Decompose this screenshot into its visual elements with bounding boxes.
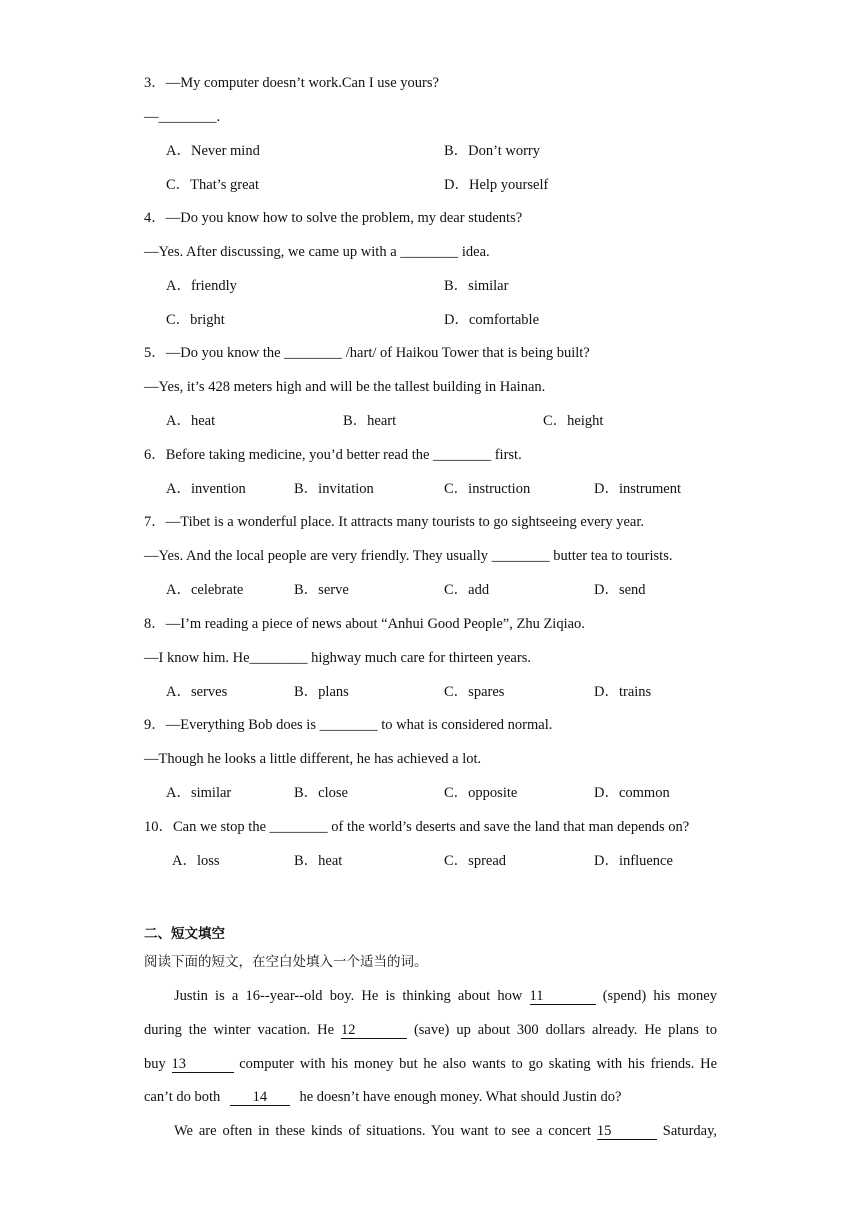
passage-line-4 <box>144 1088 621 1106</box>
passage-line-1 <box>174 987 717 1005</box>
question-5-stem: 5．—Do you know the ________ /hart/ of Haikou Tower that is being built? <box>144 345 590 361</box>
question-4-option-c: C．bright <box>166 312 225 328</box>
section-title: 二、短文填空 <box>144 926 225 942</box>
question-3-stem: 3．—My computer doesn’t work.Can I use yours? <box>144 75 439 91</box>
passage-text: (spend) his money <box>602 988 717 1004</box>
passage-text: can’t do both <box>144 1089 221 1105</box>
question-10-option-a: A．loss <box>172 853 220 869</box>
passage-text: computer with his money but he also wants to go skating with his friends. He <box>239 1056 718 1072</box>
question-7-option-a: A．celebrate <box>166 582 244 598</box>
question-10-option-c: C．spread <box>444 853 507 869</box>
question-8-option-d: D．trains <box>594 684 652 700</box>
passage-text: Saturday, <box>662 1123 718 1139</box>
passage-text: he doesn’t have enough money. What should Justin do? <box>299 1089 622 1105</box>
question-4-option-a: A．friendly <box>166 278 237 294</box>
question-3-option-b: B．Don’t worry <box>444 143 540 159</box>
question-3-stem-reply: —________. <box>144 109 221 125</box>
question-6-option-b: B．invitation <box>294 481 374 497</box>
passage-text: buy <box>144 1056 166 1072</box>
question-4-stem: 4．—Do you know how to solve the problem, my dear students? <box>144 210 523 226</box>
question-9-option-a: A．similar <box>166 785 232 801</box>
passage-text: We are often in these kinds of situations. You want to see a concert <box>174 1123 591 1139</box>
question-4-stem-reply: —Yes. After discussing, we came up with a ________ idea. <box>144 244 490 260</box>
question-7-stem-reply: —Yes. And the local people are very friendly. They usually ________ butter tea to tourists. <box>144 548 673 564</box>
passage-blank-11[interactable]: 11 <box>530 989 596 1005</box>
passage-text: (save) up about 300 dollars already. He plans to <box>413 1022 718 1038</box>
question-6-option-d: D．instrument <box>594 481 681 497</box>
question-10-stem: 10．Can we stop the ________ of the world’s deserts and save the land that man depends on? <box>144 819 690 835</box>
question-3-option-d: D．Help yourself <box>444 177 549 193</box>
passage-line-3 <box>144 1055 717 1073</box>
question-9-option-b: B．close <box>294 785 348 801</box>
question-3-option-a: A．Never mind <box>166 143 260 159</box>
passage-text: during the winter vacation. He <box>144 1022 335 1038</box>
passage-blank-15[interactable]: 15 <box>597 1124 657 1140</box>
question-4-option-d: D．comfortable <box>444 312 540 328</box>
question-4-option-b: B．similar <box>444 278 509 294</box>
question-3-option-c: C．That’s great <box>166 177 260 193</box>
question-7-option-b: B．serve <box>294 582 349 598</box>
question-9-option-c: C．opposite <box>444 785 518 801</box>
passage-blank-14[interactable]: 14 <box>230 1090 290 1106</box>
passage-blank-12[interactable]: 12 <box>341 1023 407 1039</box>
passage-blank-13[interactable]: 13 <box>172 1057 234 1073</box>
question-9-stem: 9．—Everything Bob does is ________ to what is considered normal. <box>144 717 553 733</box>
passage-text: Justin is a 16--year--old boy. He is thinking about how <box>174 988 523 1004</box>
question-7-stem: 7．—Tibet is a wonderful place. It attracts many tourists to go sightseeing every year. <box>144 514 645 530</box>
question-8-option-a: A．serves <box>166 684 228 700</box>
passage-line-2 <box>144 1021 717 1039</box>
question-6-option-a: A．invention <box>166 481 246 497</box>
question-6-option-c: C．instruction <box>444 481 531 497</box>
question-8-stem: 8．—I’m reading a piece of news about “Anhui Good People”, Zhu Ziqiao. <box>144 616 585 632</box>
question-8-stem-reply: —I know him. He________ highway much care for thirteen years. <box>144 650 531 666</box>
question-9-stem-reply: —Though he looks a little different, he has achieved a lot. <box>144 751 482 767</box>
question-5-option-c: C．height <box>543 413 604 429</box>
question-7-option-d: D．send <box>594 582 646 598</box>
question-5-option-b: B．heart <box>343 413 397 429</box>
question-9-option-d: D．common <box>594 785 670 801</box>
question-6-stem: 6．Before taking medicine, you’d better read the ________ first. <box>144 447 522 463</box>
question-8-option-b: B．plans <box>294 684 349 700</box>
question-5-option-a: A．heat <box>166 413 216 429</box>
question-8-option-c: C．spares <box>444 684 505 700</box>
passage-line-5 <box>174 1122 717 1140</box>
section-instruction: 阅读下面的短文，在空白处填入一个适当的词。 <box>144 954 428 970</box>
question-10-option-b: B．heat <box>294 853 343 869</box>
question-5-stem-reply: —Yes, it’s 428 meters high and will be the tallest building in Hainan. <box>144 379 546 395</box>
question-10-option-d: D．influence <box>594 853 673 869</box>
question-7-option-c: C．add <box>444 582 490 598</box>
